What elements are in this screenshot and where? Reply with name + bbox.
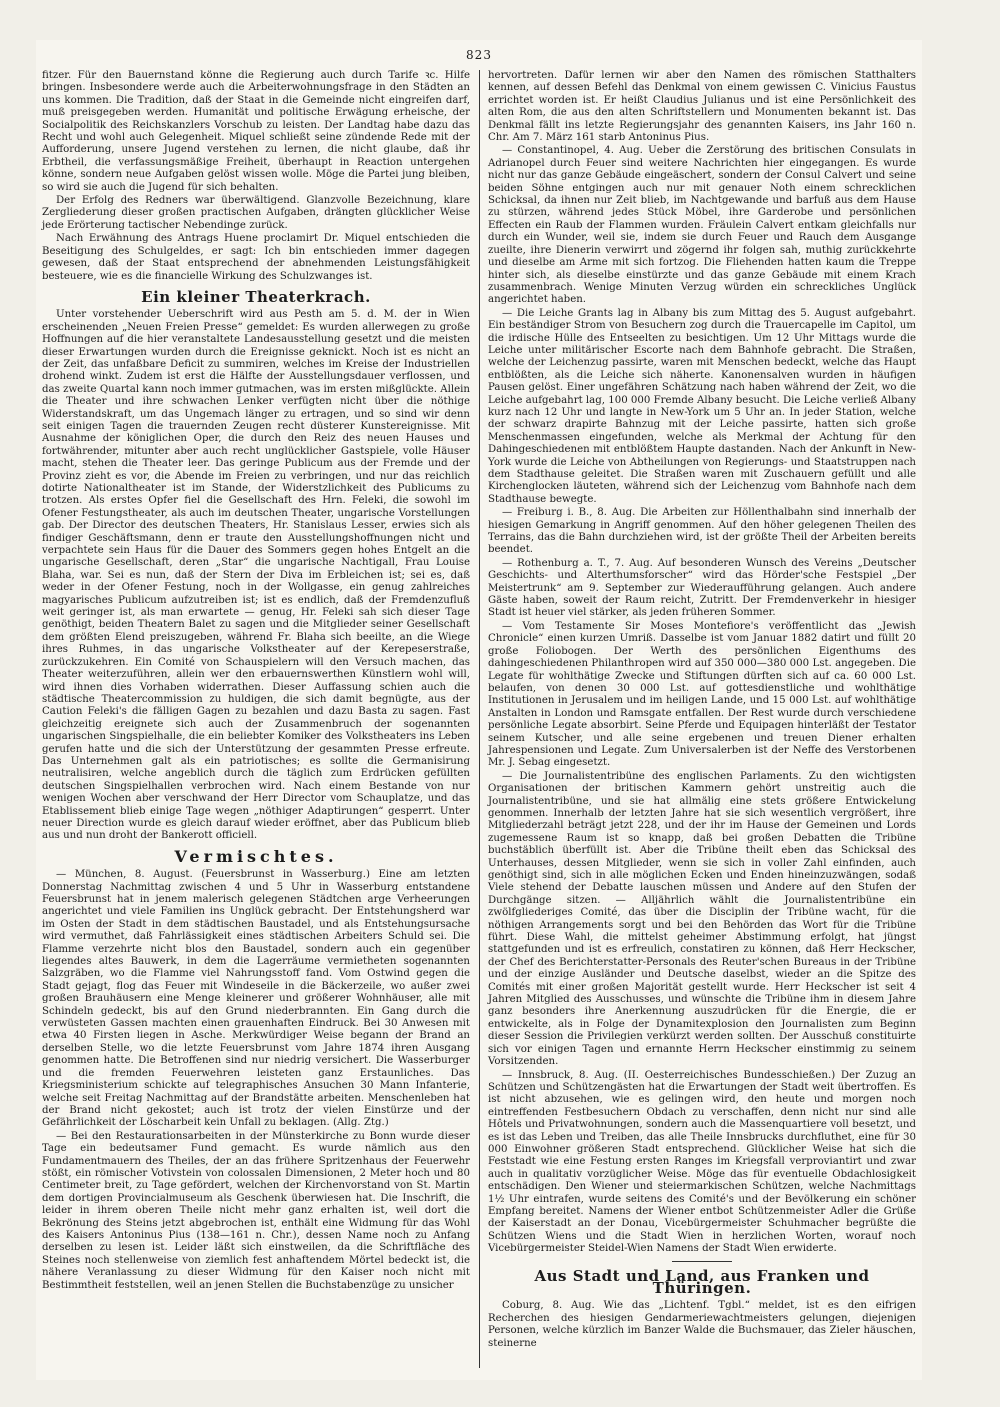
right-paragraph-grant: — Die Leiche Grants lag in Albany bis zum Mittag des 5. August aufgebahrt. Ein beständiger Strom von Besuchern zog durch die Trauercapelle im Capitol, um die irdische Hülle des Entseelten zu besichtigen. Um 12 Uhr Mittags wurde die Leiche unter militärischer Escorte nach dem Bahnhofe gebracht. Die Straßen, welche der Leichenzug passirte, waren mit Menschen bedeckt, welche das Haupt entblößten, als die Leiche sich näherte. Kanonensalven wurden in häufigen Pausen gelöst. Einer ungefähren Schätzung nach haben während der Zeit, wo die Leiche aufgebahrt lag, 100 000 Fremde Albany besucht. Die Leiche verließ Albany kurz nach 12 Uhr und langte in New-York um 5 Uhr an. In jeder Station, welche der schwarz drapirte Bahnzug mit der Leiche passirte, hatten sich große Menschenmassen eingefunden, welche als Merkmal der Achtung für den Dahingeschiedenen mit entblößtem Haupte dastanden. Nach der Ankunft in New-York wurde die Leiche von Abtheilungen von Regierungs- und Staatstruppen nach dem Stadthause geleitet. Die Straßen waren mit Zuschauern gefüllt und alle Kirchenglocken läuteten, während sich der Leichenzug vom Bahnhofe nach dem Stadthause bewegte. [488, 307, 917, 505]
newspaper-page [36, 40, 922, 1380]
right-paragraph-montefiore: — Vom Testamente Sir Moses Montefiore's veröffentlicht das „Jewish Chronicle“ einen kurzen Umriß. Dasselbe ist vom Januar 1882 datirt und füllt 20 große Foliobogen. Der Werth des persönlichen Eigenthums des dahingeschiedenen Philanthropen wird auf 350 000—380 000 Lst. angegeben. Die Legate für wohlthätige Zwecke und Stiftungen dürften sich auf ca. 60 000 Lst. belaufen, von denen 30 000 Lst. auf gottesdienstliche und wohlthätige Institutionen in Jerusalem und im heiligen Lande, und 15 000 Lst. auf wohlthätige Anstalten in London und Ramsgate entfallen. Der Rest wurde durch verschiedene persönliche Legate absorbirt. Seine Pferde und Equipagen hinterläßt der Testator seinem Kutscher, und alle seine ergebenen und treuen Diener erhalten Jahrespensionen und Legate. Zum Universalerben ist der Neffe des Verstorbenen Mr. J. Sebag eingesetzt. [488, 620, 916, 769]
right-paragraph-constantinopel: — Constantinopel, 4. Aug. Ueber die Zerstörung des britischen Consulats in Adrianopel durch Feuer sind weitere Nachrichten hier eingegangen. Es wurde nicht nur das ganze Gebäude eingeäschert, sondern der Consul Calvert und seine beiden Söhne entgingen auch nur mit genauer Noth einem schrecklichen Schicksal, da ihnen nur Zeit blieb, im Nachtgewande und barfuß aus dem Hause zu stürzen, während jedes Stück Möbel, ihre Garderobe und persönlichen Effecten ein Raub der Flammen wurden. Fräulein Calvert entkam gleichfalls nur durch ein Wunder, weil sie, indem sie durch Feuer und Rauch dem Ausgange zueilte, ihre Dienerin verwirrt und zögernd ihr folgen sah, muthig zurückkehrte und dieselbe am Arme mit sich fortzog. Die Fliehenden hatten kaum die Treppe hinter sich, als dieselbe einstürzte und das ganze Gebäude mit einem Krach zusammenbrach. Wenige Minuten Verzug würden ein schreckliches Unglück angerichtet haben. [488, 145, 916, 306]
right-paragraph-innsbruck: — Innsbruck, 8. Aug. (II. Oesterreichisches Bundesschießen.) Der Zuzug an Schützen und Schützengästen hat die Erwartungen der Stadt weit übertroffen. Es ist nicht abzusehen, wie es gelingen wird, den heute und morgen noch eintreffenden Festbesuchern Obdach zu verschaffen, denn nicht nur sind alle Hôtels und Privatwohnungen, sondern auch die Massenquartiere voll besetzt, und es ist das Leben und Treiben, das alle Theile Innsbrucks durchfluthet, eine für 30 000 Einwohner größeren Stadt entsprechend. Glücklicher Weise hat sich die Feststadt wie eine Festung ersten Ranges im Kriegsfall verproviantirt und zwar auch in qualitativ vorzüglicher Weise. Möge das für eventuelle Obdachlosigkeit entschädigen. Den Wiener und steiermarkischen Schützen, welche Nachmittags 1½ Uhr eintrafen, wurde seitens des Comité's und der Bevölkerung ein schöner Empfang bereitet. Namens der Wiener entbot Schützenmeister Adler die Grüße der Kaiserstadt an der Donau, Vicebürgermeister Schuhmacher begrüßte die Schützen Wiens und die Stadt Wien in herzlichen Worten, worauf noch Vicebürgermeister Steidel-Wien Namens der Stadt Wien erwiderte. [488, 1069, 916, 1255]
right-paragraph-coburg: Coburg, 8. Aug. Wie das „Lichtenf. Tgbl.“ meldet, ist es den eifrigen Recherchen des hiesigen Gendarmeriewachtmeisters gelungen, diejenigen Personen, welche kürzlich im Banzer Walde die Buchsmauer, das Zieler häuschen, steinerne [488, 1300, 916, 1349]
right-paragraph-1: hervortreten. Dafür lernen wir aber den Namen des römischen Statthalters kennen, auf dessen Befehl das Denkmal von einem gewissen C. Vinicius Faustus errichtet worden ist. Er heißt Claudius Julianus und ist eine Persönlichkeit des alten Rom, die aus den alten Schriftstellern und Monumenten bekannt ist. Das Denkmal fällt ins letzte Regierungsjahr des genannten Kaisers, ins Jahr 160 n. Chr. Am 7. März 161 starb Antoninus Pius. [488, 70, 916, 144]
left-intro-paragraph-2: Der Erfolg des Redners war überwältigend. Glanzvolle Bezeichnung, klare Zergliederung dieser großen practischen Aufgaben, drängten glücklicher Weise jede Erörterung tactischer Nebendinge zurück. [42, 195, 470, 231]
page-number: 823 [466, 48, 492, 62]
right-paragraph-freiburg: — Freiburg i. B., 8. Aug. Die Arbeiten zur Höllenthalbahn sind innerhalb der hiesigen Gemarkung in Angriff genommen. Auf den höher gelegenen Theilen des Terrains, das die Bahn durchziehen wird, ist der größte Theil der Arbeiten bereits beendet. [488, 507, 916, 556]
section-title-stadt-und-land: Aus Stadt und Land, aus Franken und Thüringen. [534, 1266, 870, 1297]
right-paragraph-journalistentribuene: — Die Journalistentribüne des englischen Parlaments. Zu den wichtigsten Organisationen der britischen Kammern gehört unstreitig auch die Journalistentribüne, und sie hat allmälig eine stets größere Entwickelung genommen. Innerhalb der letzten Jahre hat sie sich wesentlich vergrößert, ihre Mitgliederzahl beträgt jetzt 228, und der ihr im Hause der Gemeinen und Lords zugemessene Raum ist so knapp, daß bei großen Debatten die Tribüne buchstäblich überfüllt ist. Aber die Tribüne theilt eben das Schicksal des Unterhauses, dessen Mitglieder, wenn sie sich in voller Zahl einfinden, auch genöthigt sind, sich in alle möglichen Ecken und Enden hineinzuzwängen, sodaß Viele stehend der Debatte lauschen müssen und Andere auf den Stufen der Durchgänge sitzen. — Alljährlich wählt die Journalistentribüne ein zwölfgliederiges Comité, das über die Disciplin der Tribüne wacht, für die nöthigen Arrangements sorgt und bei den Behörden das Wort für die Tribüne führt. Diese Wahl, die mittelst geheimer Abstimmung erfolgt, hat jüngst stattgefunden und ist es erfreulich, constatiren zu können, daß Herr Heckscher, der Chef des Berichterstatter-Personals des Reuter'schen Bureaus in der Tribüne und der einzige Ausländer und Deutsche daselbst, wieder an die Spitze des Comités mit einer großen Majorität gestellt wurde. Herr Heckscher ist seit 4 Jahren Mitglied des Ausschusses, und wünschte die Tribüne ihm in diesem Jahre ganz besonders ihre Anerkennung auszudrücken für die Energie, die er entwickelte, als in Folge der Dynamitexplosion den Journalisten zum Beginn dieser Session die Privilegien verkürzt werden sollten. Der Ausschuß constituirte sich vor einigen Tagen und ernannte Herrn Heckscher einstimmig zu seinem Vorsitzenden. [488, 770, 916, 1068]
vermischtes-paragraph-muenchen: — München, 8. August. (Feuersbrunst in Wasserburg.) Eine am letzten Donnerstag Nachmittag zwischen 4 und 5 Uhr in Wasserburg entstandene Feuersbrunst hat in jenem malerisch gelegenen Städtchen arge Verheerungen angerichtet und viele Familien ins Unglück gebracht. Der Entstehungsherd war im Osten der Stadt in dem städtischen Baustadel, und als Entstehungsursache wird vermuthet, daß Fahrlässigkeit eines städtischen Arbeiters Schuld sei. Die Flamme verzehrte nicht blos den Baustadel, sondern auch ein gegenüber liegendes altes Bauwerk, in dem die Lagerräume vermietheten sogenannten Salzgräben, wo die Flamme viel Nahrungsstoff fand. Vom Ostwind gegen die Stadt gejagt, flog das Feuer mit Windeseile in die Bäckerzeile, wo außer zwei großen Brauhäusern eine Menge kleinerer und größerer Wohnhäuser, alle mit Schindeln gedeckt, bis auf den Grund niederbrannten. Ein Gang durch die verwüsteten Gassen machten einen grauenhaften Eindruck. Bei 30 Anwesen mit etwa 40 Firsten liegen in Asche. Merkwürdiger Weise begann der Brand an derselben Stelle, wo die letzte Feuersbrunst vom Jahre 1874 ihren Ausgang genommen hatte. Die Betroffenen sind nur niedrig versichert. Die Wasserburger und die fremden Feuerwehren leisteten ganz Erstaunliches. Das Kriegsministerium schickte auf telegraphisches Ansuchen 30 Mann Infanterie, welche seit Freitag Nachmittag auf der Brandstätte arbeiten. Menschenleben hat der Brand nicht gekostet; auch ist trotz der vielen Einstürze und der Gefährlichkeit der Löscharbeit kein Unfall zu beklagen. (Allg. Ztg.) [42, 869, 470, 1129]
vermischtes-paragraph-bonn: — Bei den Restaurationsarbeiten in der Münsterkirche zu Bonn wurde dieser Tage ein bedeutsamer Fund gemacht. Es wurde nämlich aus den Fundamentmauern des Theiles, der an das frühere Spritzenhaus der Feuerwehr stößt, ein römischer Votivstein von colossalen Dimensionen, 2 Meter hoch und 80 Centimeter breit, zu Tage gefördert, welchen der Kirchenvorstand von St. Martin dem dortigen Provincialmuseum als Geschenk überwiesen hat. Die Inschrift, die leider in ihrem oberen Theile nicht mehr ganz erhalten ist, weil dort die Bekrönung des Steins jetzt abgebrochen ist, enthält eine Widmung für das Wohl des Kaisers Antoninus Pius (138—161 n. Chr.), dessen Name noch zu Anfang derselben zu lesen ist. Leider läßt sich einstweilen, da die Schriftfläche des Steines noch stellenweise von ziemlich fest anhaftendem Mörtel bedeckt ist, die nähere Veranlassung zu dieser Widmung für den Kaiser noch nicht mit Bestimmtheit feststellen, weil an jenen Stellen die Buchstabenzüge zu unsicher [42, 1130, 470, 1291]
left-column [42, 70, 470, 1293]
left-intro-paragraph-1: fitzer. Für den Bauernstand könne die Regierung auch durch Tarife ꝛc. Hilfe bringen. Insbesondere werde auch die Arbeiterwohnungsfrage in den Städten an uns kommen. Die Tradition, daß der Staat in die Gemeinde nicht eingreifen darf, muß preisgegeben werden. Humanität und politische Erwägung erheische, der Socialpolitik des Reichskanzlers Vorschub zu leisten. Der Landtag habe dazu das Recht und wohl auch Gelegenheit. Miquel schließt seine zündende Rede mit der Aufforderung, unsere Jugend verstehen zu lernen, die nicht glaube, daß ihr Erbtheil, die verfassungsmäßige Freiheit, überhaupt in Reaction untergehen könne, sondern neue Aufgaben gelöst wissen wolle. Möge die Partei jung bleiben, so wird sie auch die Jugend für sich behalten. [42, 70, 470, 193]
section-title-theaterkrach: Ein kleiner Theaterkrach. [141, 287, 371, 306]
section-rule [672, 1261, 732, 1262]
right-column [488, 70, 916, 1351]
right-paragraph-rothenburg: — Rothenburg a. T., 7. Aug. Auf besonderen Wunsch des Vereins „Deutscher Geschichts- und Alterthumsforscher“ wird das Hörder'sche Festspiel „Der Meistertrunk“ am 9. September zur Wiederaufführung gelangen. Auch andere Gäste haben, soweit der Raum reicht, Zutritt. Der Fremdenverkehr in hiesiger Stadt ist heuer viel stärker, als jeden früheren Sommer. [488, 557, 916, 619]
section-title-vermischtes: Vermischtes. [174, 846, 338, 866]
left-intro-paragraph-3: Nach Erwähnung des Antrags Huene proclamirt Dr. Miquel entschieden die Beseitigung des Schulgeldes, er sagt: Ich bin entschieden immer dagegen gewesen, daß der Staat entsprechend der abnehmenden Leistungsfähigkeit besteuere, wie es die financielle Wirkung des Schulzwanges ist. [42, 233, 470, 282]
theaterkrach-paragraph: Unter vorstehender Ueberschrift wird aus Pesth am 5. d. M. der in Wien erscheinenden „Neuen Freien Presse“ gemeldet: Es wurden allerwegen zu große Hoffnungen auf die hier veranstaltete Landesausstellung gesetzt und die meisten dieser Erwartungen wurden durch die Ereignisse geknickt. Noch ist es nicht an der Zeit, das unfaßbare Deficit zu summiren, welches im Kreise der Industriellen drohend winkt. Zudem ist erst die Hälfte der Ausstellungsdauer verflossen, und das zweite Quartal kann noch immer gutmachen, was im ersten mißglückte. Allein die Theater und ihre schwachen Lenker verfügten nicht über die nöthige Widerstandskraft, um das Ungemach länger zu ertragen, und so sind wir denn seit einigen Tagen die trauernden Zeugen recht düsterer Kunstereignisse. Mit Ausnahme der königlichen Oper, die durch den Reiz des neuen Hauses und fortwährender, mitunter aber auch recht unglücklicher Gastspiele, volle Häuser macht, stehen die Theater leer. Das geringe Publicum aus der Fremde und der Provinz zieht es vor, die Abende im Freien zu verbringen, und nur das reichlich dotirte Nationaltheater ist im Stande, der Widerstzlichkeit des Publicums zu trotzen. Als erstes Opfer fiel die Gesellschaft des Hrn. Feleki, die sowohl im Ofener Festungstheater, als auch im deutschen Theater, ungarische Vorstellungen gab. Der Director des deutschen Theaters, Hr. Stanislaus Lesser, erwies sich als findiger Geschäftsmann, denn er traute den Ausstellungshoffnungen nicht und verpachtete sein Haus für die Dauer des Sommers gegen hohes Entgelt an die ungarische Gesellschaft, deren „Star“ die ungarische Nachtigall, Frau Louise Blaha, war. Sei es nun, daß der Stern der Diva im Erbleichen ist; sei es, daß weder in der Ofener Festung, noch in der Wollgasse, ein genug zahlreiches magyarisches Publicum aufzutreiben ist; ist es endlich, daß der Fremdenzufluß weit geringer ist, als man erwartete — genug, Hr. Feleki sah sich dieser Tage genöthigt, beiden Theatern Balet zu sagen und die Mitglieder seiner Gesellschaft dem größten Elend preiszugeben, während Fr. Blaha sich beeilte, an die Wiege ihres Ruhmes, in das ungarische Volkstheater auf der Kerepeserstraße, zurückzukehren. Ein Comité von Schauspielern will den Versuch machen, das Theater weiterzuführen, allein wer den erbauernswerthen Künstlern wohl will, wird ihnen dies Vorhaben widerrathen. Dieser Auffassung schien auch die städtische Theatercommission zu huldigen, die sich damit begnügte, aus der Caution Feleki's die fälligen Gagen zu bezahlen und dazu Basta zu sagen. Fast gleichzeitig ereignete sich auch der Zusammenbruch der sogenannten ungarischen Singspielhalle, die ein beliebter Komiker des Volkstheaters ins Leben gerufen hatte und die sich der Unterstützung der gesammten Presse erfreute. Das Unternehmen galt als ein patriotisches; es sollte die Germanisirung neutralisiren, welche angeblich durch die täglich zum Erdrücken gefüllten deutschen Singspielhallen verbrochen wird. Nach einem Bestande von nur wenigen Wochen aber verschwand der Herr Director vom Schauplatze, und das Etablissement blieb einige Tage wegen „nöthiger Adaptirungen“ gesperrt. Unter neuer Direction wurde es gleich darauf wieder eröffnet, aber das Publicum blieb aus und nun droht der Bankerott officiell. [42, 309, 470, 842]
column-divider [479, 70, 480, 1368]
